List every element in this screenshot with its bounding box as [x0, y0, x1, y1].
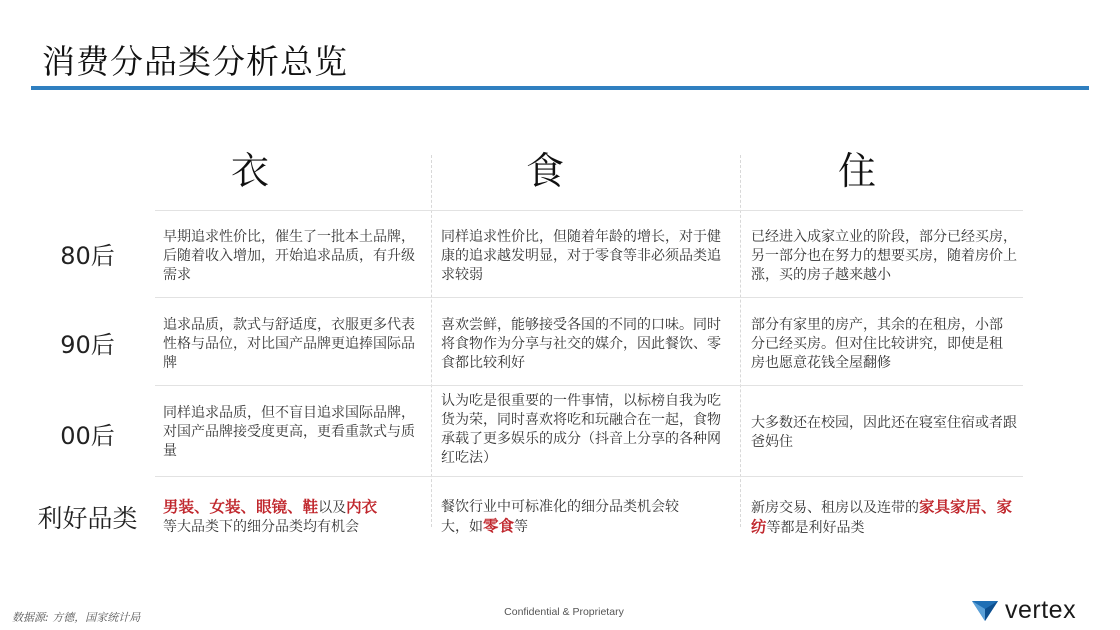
column-header-housing: 住 — [837, 149, 876, 193]
row-divider — [155, 476, 1023, 477]
row-label-post90s: 90后 — [60, 331, 115, 359]
body-text: 新房交易、租房以及连带的 — [751, 500, 919, 516]
cell-post90s-clothing: 追求品质，款式与舒适度，衣服更多代表性格与品位，对比国产品牌更追捧国际品牌 — [163, 317, 415, 371]
vertex-logo — [970, 596, 1076, 624]
connector-text: 以及 — [318, 500, 347, 516]
row-divider — [155, 385, 1023, 386]
highlight-term: 女装 — [209, 498, 241, 516]
title-divider — [31, 86, 1089, 90]
body-text: 等都是利好品类 — [766, 520, 865, 536]
body-text: 餐饮行业中可标准化的细分品类机会较大，如 — [441, 499, 679, 535]
row-divider — [155, 210, 1023, 211]
separator: 、 — [287, 498, 303, 516]
confidential-label: Confidential & Proprietary — [504, 606, 624, 618]
cell-post90s-food: 喜欢尝鲜，能够接受各国的不同的口味。同时将食物作为分享与社交的媒介，因此餐饮、零食都比较利好 — [441, 317, 721, 371]
cell-post00s-food: 认为吃是很重要的一件事情，以标榜自我为吃货为荣，同时喜欢将吃和玩融合在一起，食物承载了更多娱乐的成分（抖音上分享的各种网红吃法） — [441, 393, 721, 466]
highlight-term: 眼镜 — [256, 498, 288, 516]
page-title: 消费分品类分析总览 — [42, 42, 348, 81]
highlight-term: 零食 — [483, 517, 515, 535]
highlight-term: 男装 — [163, 498, 195, 516]
cell-post80s-food: 同样追求性价比，但随着年龄的增长，对于健康的追求越发明显，对于零食等非必须品类追求较弱 — [441, 229, 721, 283]
vertex-mark-icon — [970, 597, 1000, 623]
cell-post90s-housing: 部分有家里的房产，其余的在租房，小部分已经买房。但对住比较讲究，即使是租房也愿意花钱全屋翻修 — [751, 317, 1003, 371]
separator: 、 — [194, 498, 210, 516]
body-text: 等 — [514, 519, 529, 535]
row-label-post00s: 00后 — [60, 422, 115, 450]
data-source-note: 数据源: 方德，国家统计局 — [12, 611, 141, 624]
separator: 、 — [240, 498, 257, 516]
cell-post00s-clothing: 同样追求品质，但不盲目追求国际品牌，对国产品牌接受度更高，更看重款式与质量 — [163, 405, 415, 459]
highlight-term: 家具家居 — [919, 498, 982, 516]
cell-benefit-food — [441, 498, 703, 537]
cell-benefit-clothing — [163, 498, 425, 537]
cell-benefit-housing — [751, 498, 1013, 538]
highlight-term: 鞋 — [302, 498, 319, 516]
separator: 、 — [981, 498, 997, 516]
highlight-term: 内衣 — [346, 498, 378, 516]
cell-post80s-housing: 已经进入成家立业的阶段，部分已经买房，另一部分也在努力的想要买房，随着房价上涨，买的房子越来越小 — [751, 229, 1017, 283]
vertex-wordmark: vertex — [1005, 595, 1077, 624]
row-divider — [155, 297, 1023, 298]
column-header-food: 食 — [525, 149, 564, 193]
body-text: 等大品类下的细分品类均有机会 — [163, 519, 359, 535]
row-label-post80s: 80后 — [60, 242, 115, 270]
column-header-clothing: 衣 — [230, 149, 269, 193]
row-label-benefit: 利好品类 — [37, 504, 138, 533]
highlight-term: 家纺 — [751, 498, 1013, 536]
cell-post00s-housing: 大多数还在校园，因此还在寝室住宿或者跟爸妈住 — [751, 415, 1017, 450]
cell-post80s-clothing: 早期追求性价比，催生了一批本土品牌，后随着收入增加，开始追求品质，有升级需求 — [163, 229, 415, 283]
